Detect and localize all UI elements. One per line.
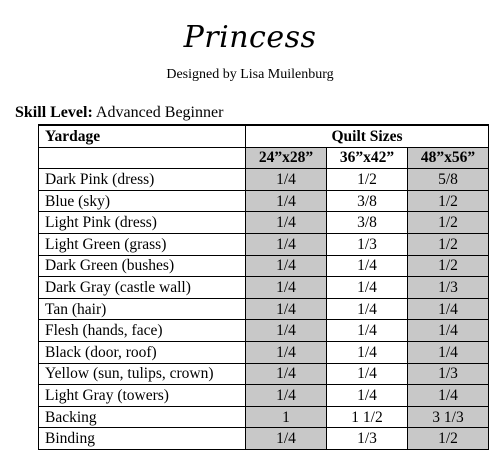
fabric-name: Light Pink (dress)	[39, 212, 246, 234]
size-header-medium: 36”x42”	[327, 147, 408, 169]
size-header-large: 48”x56”	[408, 147, 489, 169]
size-header-small: 24”x28”	[246, 147, 327, 169]
empty-header-cell	[39, 147, 246, 169]
table-row	[39, 320, 489, 342]
table-row	[39, 341, 489, 363]
table-row	[39, 406, 489, 428]
yardage-medium: 1/4	[327, 385, 408, 407]
table-row	[39, 428, 489, 450]
yardage-medium: 1/2	[327, 169, 408, 191]
yardage-medium: 3/8	[327, 190, 408, 212]
table-row	[39, 233, 489, 255]
yardage-large: 1/4	[408, 320, 489, 342]
fabric-name: Flesh (hands, face)	[39, 320, 246, 342]
quilt-sizes-header: Quilt Sizes	[246, 125, 489, 147]
page-title: Princess	[183, 20, 317, 55]
yardage-medium: 1/4	[327, 277, 408, 299]
yardage-medium: 1/4	[327, 298, 408, 320]
fabric-name: Yellow (sun, tulips, crown)	[39, 363, 246, 385]
yardage-large: 1/2	[408, 212, 489, 234]
table-row	[39, 277, 489, 299]
table-row	[39, 190, 489, 212]
table-row	[39, 255, 489, 277]
yardage-small: 1/4	[246, 298, 327, 320]
yardage-large: 1/4	[408, 385, 489, 407]
designer-credit: Designed by Lisa Muilenburg	[166, 67, 334, 82]
yardage-large: 1/2	[408, 255, 489, 277]
table-row	[39, 363, 489, 385]
fabric-name: Blue (sky)	[39, 190, 246, 212]
yardage-small: 1/4	[246, 190, 327, 212]
yardage-medium: 1/4	[327, 255, 408, 277]
yardage-large: 1/2	[408, 190, 489, 212]
yardage-small: 1/4	[246, 320, 327, 342]
yardage-large: 5/8	[408, 169, 489, 191]
table-row	[39, 212, 489, 234]
yardage-large: 1/2	[408, 233, 489, 255]
yardage-small: 1/4	[246, 341, 327, 363]
fabric-name: Light Gray (towers)	[39, 385, 246, 407]
fabric-name: Dark Gray (castle wall)	[39, 277, 246, 299]
fabric-name: Tan (hair)	[39, 298, 246, 320]
yardage-large: 1/2	[408, 428, 489, 450]
skill-level-value: Advanced Beginner	[95, 104, 224, 121]
yardage-large: 1/4	[408, 341, 489, 363]
yardage-medium: 1/4	[327, 320, 408, 342]
yardage-large: 1/4	[408, 298, 489, 320]
yardage-medium: 1/3	[327, 428, 408, 450]
table-row	[39, 385, 489, 407]
yardage-small: 1/4	[246, 169, 327, 191]
table-row	[39, 169, 489, 191]
skill-level	[15, 103, 223, 123]
fabric-name: Dark Pink (dress)	[39, 169, 246, 191]
yardage-header: Yardage	[39, 125, 246, 147]
yardage-small: 1/4	[246, 212, 327, 234]
yardage-small: 1/4	[246, 277, 327, 299]
yardage-small: 1/4	[246, 428, 327, 450]
yardage-large: 3 1/3	[408, 406, 489, 428]
yardage-medium: 1/4	[327, 341, 408, 363]
yardage-table	[38, 124, 489, 450]
fabric-name: Backing	[39, 406, 246, 428]
yardage-medium: 3/8	[327, 212, 408, 234]
yardage-small: 1/4	[246, 363, 327, 385]
yardage-small: 1	[246, 406, 327, 428]
table-header-row	[39, 125, 489, 147]
yardage-table-body	[39, 169, 489, 450]
yardage-medium: 1/3	[327, 233, 408, 255]
yardage-small: 1/4	[246, 233, 327, 255]
yardage-large: 1/3	[408, 277, 489, 299]
skill-level-label: Skill Level:	[15, 104, 93, 121]
size-header-row	[39, 147, 489, 169]
yardage-small: 1/4	[246, 385, 327, 407]
yardage-large: 1/3	[408, 363, 489, 385]
fabric-name: Black (door, roof)	[39, 341, 246, 363]
yardage-small: 1/4	[246, 255, 327, 277]
yardage-medium: 1/4	[327, 363, 408, 385]
fabric-name: Binding	[39, 428, 246, 450]
yardage-medium: 1 1/2	[327, 406, 408, 428]
table-row	[39, 298, 489, 320]
fabric-name: Dark Green (bushes)	[39, 255, 246, 277]
fabric-name: Light Green (grass)	[39, 233, 246, 255]
